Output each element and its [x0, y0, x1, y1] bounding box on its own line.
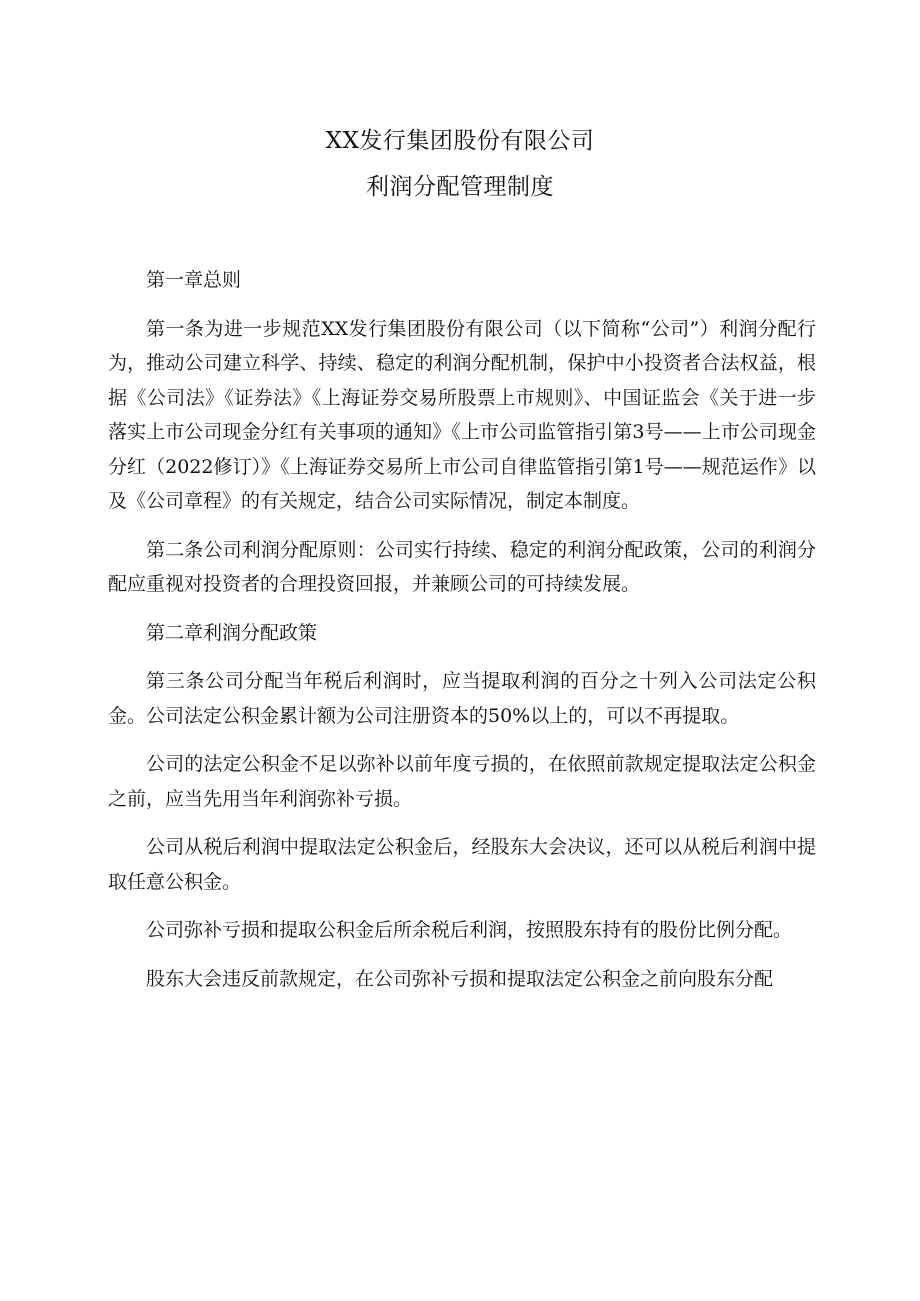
company-name-title: XX发行集团股份有限公司: [325, 128, 595, 154]
body-paragraph: 公司从税后利润中提取法定公积金后，经股东大会决议，还可以从税后利润中提取任意公积金。: [108, 836, 816, 893]
body-paragraph: 公司的法定公积金不足以弥补以前年度亏损的，在依照前款规定提取法定公积金之前，应当先用当年利润弥补亏损。: [108, 753, 816, 810]
article-paragraph: 第三条公司分配当年税后利润时，应当提取利润的百分之十列入公司法定公积金。公司法定公积金累计额为公司注册资本的50%以上的，可以不再提取。: [108, 670, 816, 727]
body-paragraph: 公司弥补亏损和提取公积金后所余税后利润，按照股东持有的股份比例分配。: [146, 919, 793, 941]
document-body: [108, 263, 816, 996]
chapter-heading: 第一章总则: [146, 269, 242, 291]
regulation-title: 利润分配管理制度: [366, 174, 554, 200]
chapter-heading: 第二章利润分配政策: [146, 621, 318, 644]
article-paragraph: 第二条公司利润分配原则：公司实行持续、稳定的利润分配政策，公司的利润分配应重视对投资者的合理投资回报，并兼顾公司的可持续发展。: [108, 538, 816, 595]
document-title: [0, 118, 920, 210]
article-paragraph: 第一条为进一步规范XX发行集团股份有限公司（以下简称“公司”）利润分配行为，推动公司建立科学、持续、稳定的利润分配机制，保护中小投资者合法权益，根据《公司法》《证券法》《上海证券交易所股票上市规则》、中国证监会《关于进一步落实上市公司现金分红有关事项的通知》《上市公司监管指引第3号——上市公司现金分红（2022修订）》《上海证券交易所上市公司自律监管指引第1号——规范运作》以及《公司章程》的有关规定，结合公司实际情况，制定本制度。: [108, 317, 816, 512]
body-paragraph: 股东大会违反前款规定，在公司弥补亏损和提取法定公积金之前向股东分配: [146, 967, 774, 990]
